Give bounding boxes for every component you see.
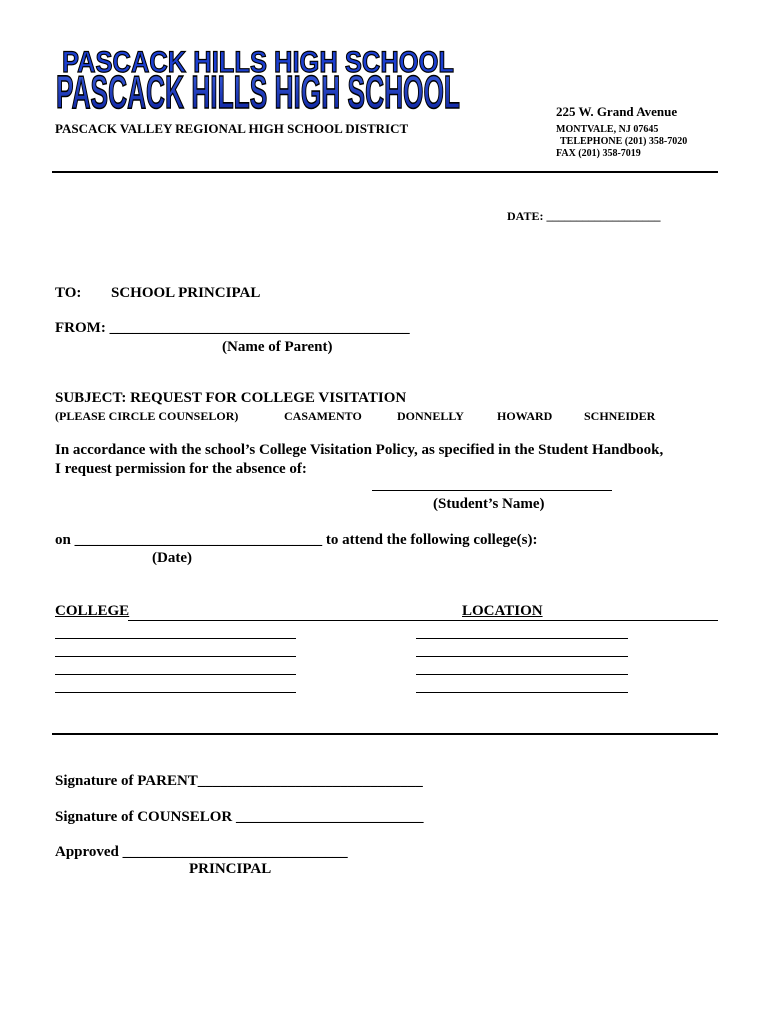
school-telephone: TELEPHONE (201) 358-7020	[560, 136, 688, 147]
counselor-signature-field[interactable]: Signature of COUNSELOR _________________________	[55, 809, 424, 825]
counselor-option[interactable]: DONNELLY	[397, 409, 464, 423]
student-caption: (Student’s Name)	[433, 496, 545, 512]
location-line[interactable]	[416, 674, 628, 675]
to-label: TO:	[55, 285, 82, 301]
college-line[interactable]	[55, 638, 296, 639]
body-text-line1: In accordance with the school’s College Visitation Policy, as specified in the Student Handbook,	[55, 442, 664, 458]
date-of-visit-field[interactable]: on _________________________________ to attend the following college(s):	[55, 532, 538, 548]
svg-text:PASCACK HILLS HIGH SCHOOL: PASCACK HILLS HIGH SCHOOL	[56, 66, 460, 118]
date-field[interactable]: DATE: ___________________	[507, 209, 661, 223]
svg-text:PASCACK HILLS HIGH SCHOOL: PASCACK HILLS HIGH SCHOOL	[62, 48, 454, 79]
location-line[interactable]	[416, 638, 628, 639]
counselor-prompt: (PLEASE CIRCLE COUNSELOR)	[55, 409, 239, 423]
school-city: MONTVALE, NJ 07645	[556, 124, 659, 135]
counselor-option[interactable]: HOWARD	[497, 409, 553, 423]
location-line[interactable]	[416, 692, 628, 693]
to-value: SCHOOL PRINCIPAL	[111, 285, 261, 301]
approved-field[interactable]: Approved ______________________________	[55, 844, 348, 860]
body-text-line2: I request permission for the absence of:	[55, 461, 307, 477]
counselor-option[interactable]: CASAMENTO	[284, 409, 362, 423]
location-line[interactable]	[416, 656, 628, 657]
location-header: LOCATION	[462, 603, 543, 619]
school-address: 225 W. Grand Avenue	[556, 104, 678, 119]
counselor-option[interactable]: SCHNEIDER	[584, 409, 656, 423]
subject-line: SUBJECT: REQUEST FOR COLLEGE VISITATION	[55, 390, 407, 406]
college-line[interactable]	[55, 656, 296, 657]
student-name-line[interactable]	[372, 490, 612, 491]
school-fax: FAX (201) 358-7019	[556, 148, 641, 159]
college-line[interactable]	[55, 674, 296, 675]
school-logo	[52, 48, 464, 118]
college-header: COLLEGE	[55, 603, 130, 619]
parent-signature-field[interactable]: Signature of PARENT______________________________	[55, 773, 423, 789]
district-name: PASCACK VALLEY REGIONAL HIGH SCHOOL DISTRICT	[55, 121, 409, 136]
college-line[interactable]	[55, 692, 296, 693]
from-field[interactable]: FROM: ________________________________________	[55, 320, 410, 336]
principal-caption: PRINCIPAL	[189, 861, 272, 877]
header-underline	[128, 620, 718, 621]
header-divider	[52, 171, 718, 173]
date-caption: (Date)	[152, 550, 192, 566]
parent-caption: (Name of Parent)	[222, 339, 333, 355]
section-divider	[52, 733, 718, 735]
